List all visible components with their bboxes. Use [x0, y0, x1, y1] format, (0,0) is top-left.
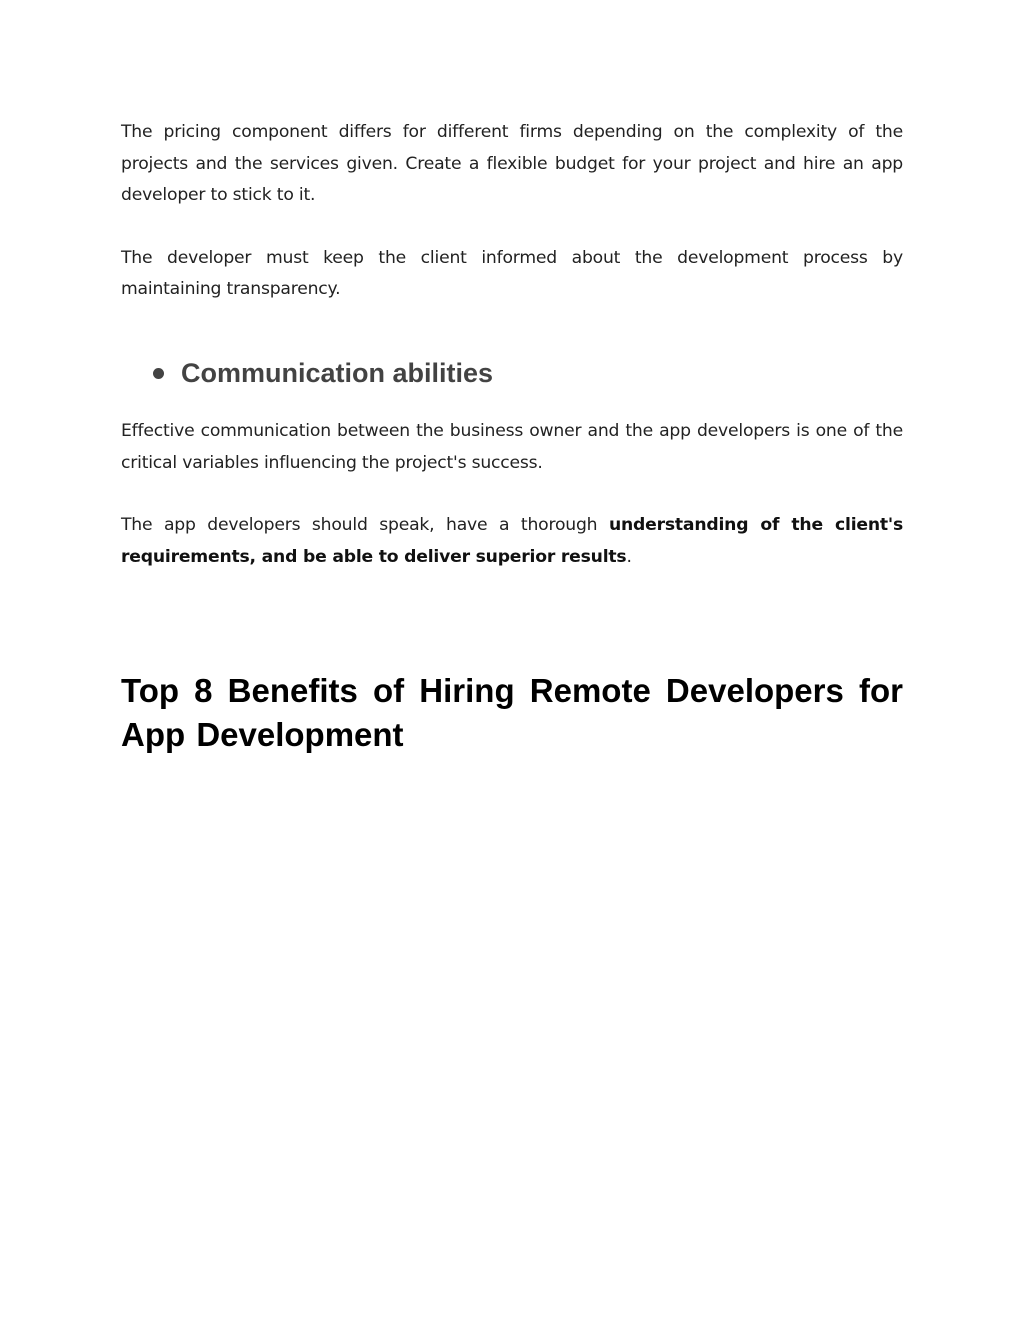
- spacer: [121, 212, 903, 243]
- speak-suffix: .: [626, 546, 632, 567]
- spacer: [121, 573, 903, 669]
- speak-paragraph: [121, 510, 903, 573]
- transparency-paragraph: The developer must keep the client informed about the development process by maintaining transparency.: [121, 247, 903, 300]
- spacer: [121, 306, 903, 356]
- pricing-paragraph: The pricing component differs for different firms depending on the complexity of the projects and the services given. Create a flexible budget for your project and hire an app developer to stick to it.: [121, 122, 903, 206]
- communication-abilities-heading: [121, 356, 903, 390]
- spacer: [121, 390, 903, 416]
- section-title: Top 8 Benefits of Hiring Remote Developers for App Development: [121, 672, 903, 754]
- communication-intro-paragraph: Effective communication between the business owner and the app developers is one of the critical variables influencing the project's success.: [121, 420, 903, 473]
- bullet-heading-label: Communication abilities: [181, 357, 494, 388]
- bullet-icon: [153, 368, 164, 379]
- page-content: [121, 117, 903, 757]
- speak-bold-text: understanding of the client's requirements, and be able to deliver superior results: [121, 515, 903, 567]
- spacer: [121, 479, 903, 510]
- speak-prefix: The app developers should speak, have a thorough: [121, 515, 609, 536]
